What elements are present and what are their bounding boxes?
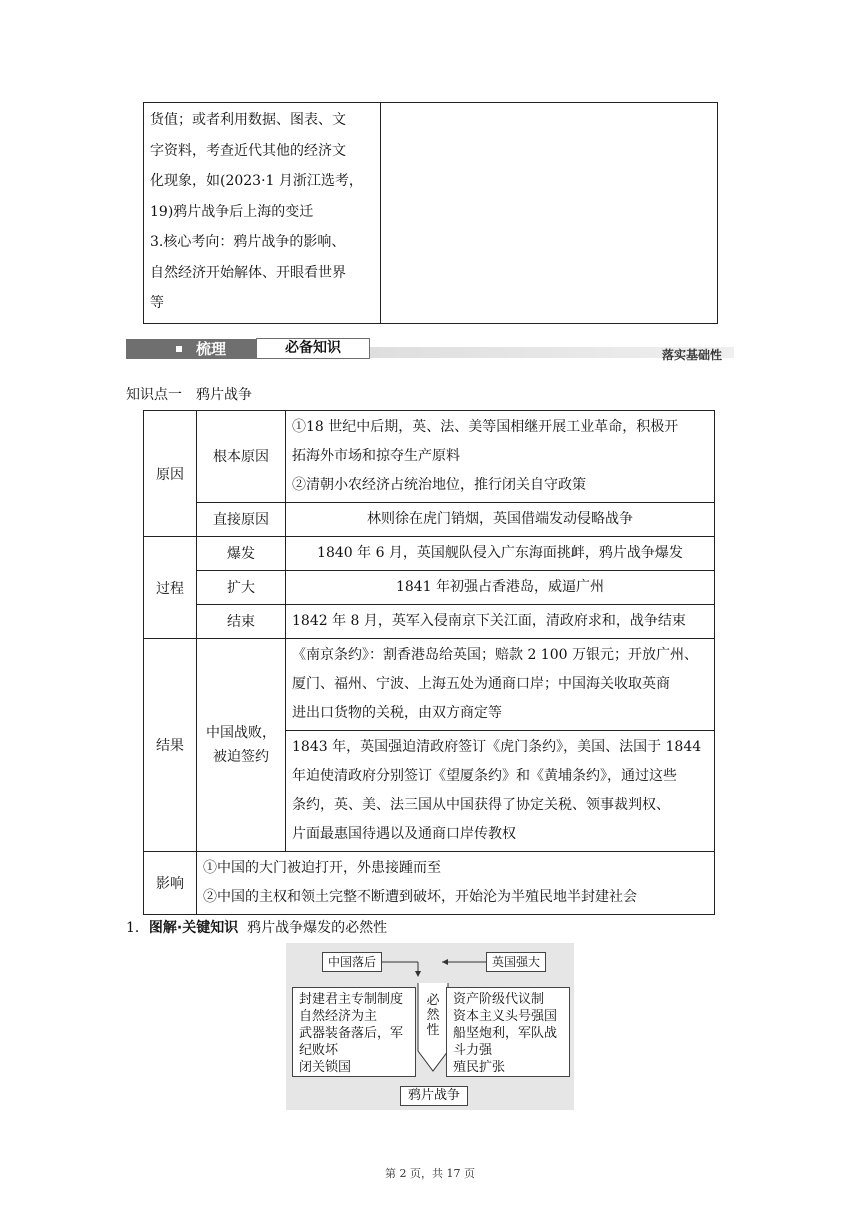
process-stage: 爆发 xyxy=(197,537,286,571)
continued-table-right-cell xyxy=(380,103,717,324)
root-cause-label: 根本原因 xyxy=(197,411,286,503)
banner-right-label: 落实基础性 xyxy=(661,348,722,362)
text-line: 进出口货物的关税，由双方商定等 xyxy=(292,705,502,721)
result-label: 结果 xyxy=(144,639,197,852)
text-line: ①18 世纪中后期，英、法、美等国相继开展工业革命，积极开 xyxy=(292,419,679,435)
list-item: 殖民扩张 xyxy=(453,1060,506,1075)
cause-label: 原因 xyxy=(144,411,197,537)
britain-factors-list xyxy=(446,987,570,1077)
text-line: 字资料，考查近代其他的经济文 xyxy=(150,142,346,159)
section-number: 1． xyxy=(126,920,149,936)
knowledge-table xyxy=(143,410,715,915)
britain-strong-label: 英国强大 xyxy=(486,952,546,972)
text-line: ②清朝小农经济占统治地位，推行闭关自守政策 xyxy=(292,477,586,493)
text-line: ①中国的大门被迫打开，外患接踵而至 xyxy=(203,860,441,876)
text-line: 被迫签约 xyxy=(213,749,269,765)
china-factors-list xyxy=(292,987,416,1077)
section-bold-title: 图解·关键知识 xyxy=(148,920,239,936)
list-item: 资本主义头号强国 xyxy=(453,1009,558,1024)
text-line: 拓海外市场和掠夺生产原料 xyxy=(292,448,460,464)
direct-cause-label: 直接原因 xyxy=(197,503,286,537)
continued-table xyxy=(143,102,718,324)
section-banner xyxy=(126,338,734,364)
process-text: 1842 年 8 月，英军入侵南京下关江面，清政府求和，战争结束 xyxy=(286,605,715,639)
text-line: 中国战败， xyxy=(206,725,276,741)
page-footer: 第 2 页，共 17 页 xyxy=(385,1167,475,1180)
banner-left-label: 梳理 xyxy=(196,340,227,358)
root-cause-text xyxy=(286,411,715,503)
continued-table-left-cell xyxy=(144,103,381,324)
text-line: ②中国的主权和领土完整不断遭到破坏，开始沦为半殖民地半封建社会 xyxy=(203,889,637,905)
result-sub-label xyxy=(197,639,286,852)
process-text: 1840 年 6 月，英国舰队侵入广东海面挑衅，鸦片战争爆发 xyxy=(286,537,715,571)
china-backward-label: 中国落后 xyxy=(322,952,382,972)
text-line: 19)鸦片战争后上海的变迁 xyxy=(150,203,314,220)
banner-dark-bar xyxy=(126,339,256,359)
other-treaties-text xyxy=(286,731,715,852)
text-line: 货值；或者利用数据、图表、文 xyxy=(150,112,346,128)
text-char: 性 xyxy=(426,1023,440,1038)
square-bullet-icon xyxy=(176,346,182,352)
list-item: 资产阶级代议制 xyxy=(453,992,545,1007)
list-item: 纪败坏 xyxy=(299,1043,339,1058)
list-item: 自然经济为主 xyxy=(299,1009,378,1024)
text-line: 《南京条约》：割香港岛给英国；赔款 2 100 万银元；开放广州、 xyxy=(292,647,698,663)
text-char: 必 xyxy=(426,993,440,1008)
section-heading xyxy=(126,917,387,937)
knowledge-point-title: 知识点一 鸦片战争 xyxy=(126,387,252,403)
text-line: 等 xyxy=(150,295,164,311)
list-item: 斗力强 xyxy=(453,1043,493,1058)
inevitability-label xyxy=(426,993,440,1038)
inevitability-diagram xyxy=(286,943,574,1110)
text-line: 3.核心考向：鸦片战争的影响、 xyxy=(150,234,346,250)
process-text: 1841 年初强占香港岛，威逼广州 xyxy=(286,571,715,605)
banner-box-label: 必备知识 xyxy=(256,338,370,359)
impact-label: 影响 xyxy=(144,852,197,915)
process-stage: 结束 xyxy=(197,605,286,639)
text-line: 片面最惠国待遇以及通商口岸传教权 xyxy=(292,826,516,842)
list-item: 武器装备落后，军 xyxy=(299,1026,404,1041)
text-line: 自然经济开始解体、开眼看世界 xyxy=(150,264,346,281)
nanjing-treaty-text xyxy=(286,639,715,731)
text-char: 然 xyxy=(426,1008,440,1023)
opium-war-label: 鸦片战争 xyxy=(400,1086,468,1106)
list-item: 船坚炮利，军队战 xyxy=(453,1026,558,1041)
list-item: 闭关锁国 xyxy=(299,1060,352,1075)
text-line: 化现象，如(2023·1 月浙江选考， xyxy=(150,173,363,189)
process-label: 过程 xyxy=(144,537,197,639)
text-line: 1843 年，英国强迫清政府签订《虎门条约》，美国、法国于 1844 xyxy=(292,739,702,755)
impact-text xyxy=(197,852,715,915)
text-line: 条约，英、美、法三国从中国获得了协定关税、领事裁判权、 xyxy=(292,797,670,813)
direct-cause-text: 林则徐在虎门销烟，英国借端发动侵略战争 xyxy=(286,503,715,537)
list-item: 封建君主专制制度 xyxy=(299,992,404,1007)
section-title: 鸦片战争爆发的必然性 xyxy=(247,920,388,936)
text-line: 年迫使清政府分别签订《望厦条约》和《黄埔条约》，通过这些 xyxy=(292,768,677,784)
text-line: 厦门、福州、宁波、上海五处为通商口岸；中国海关收取英商 xyxy=(292,676,670,692)
process-stage: 扩大 xyxy=(197,571,286,605)
